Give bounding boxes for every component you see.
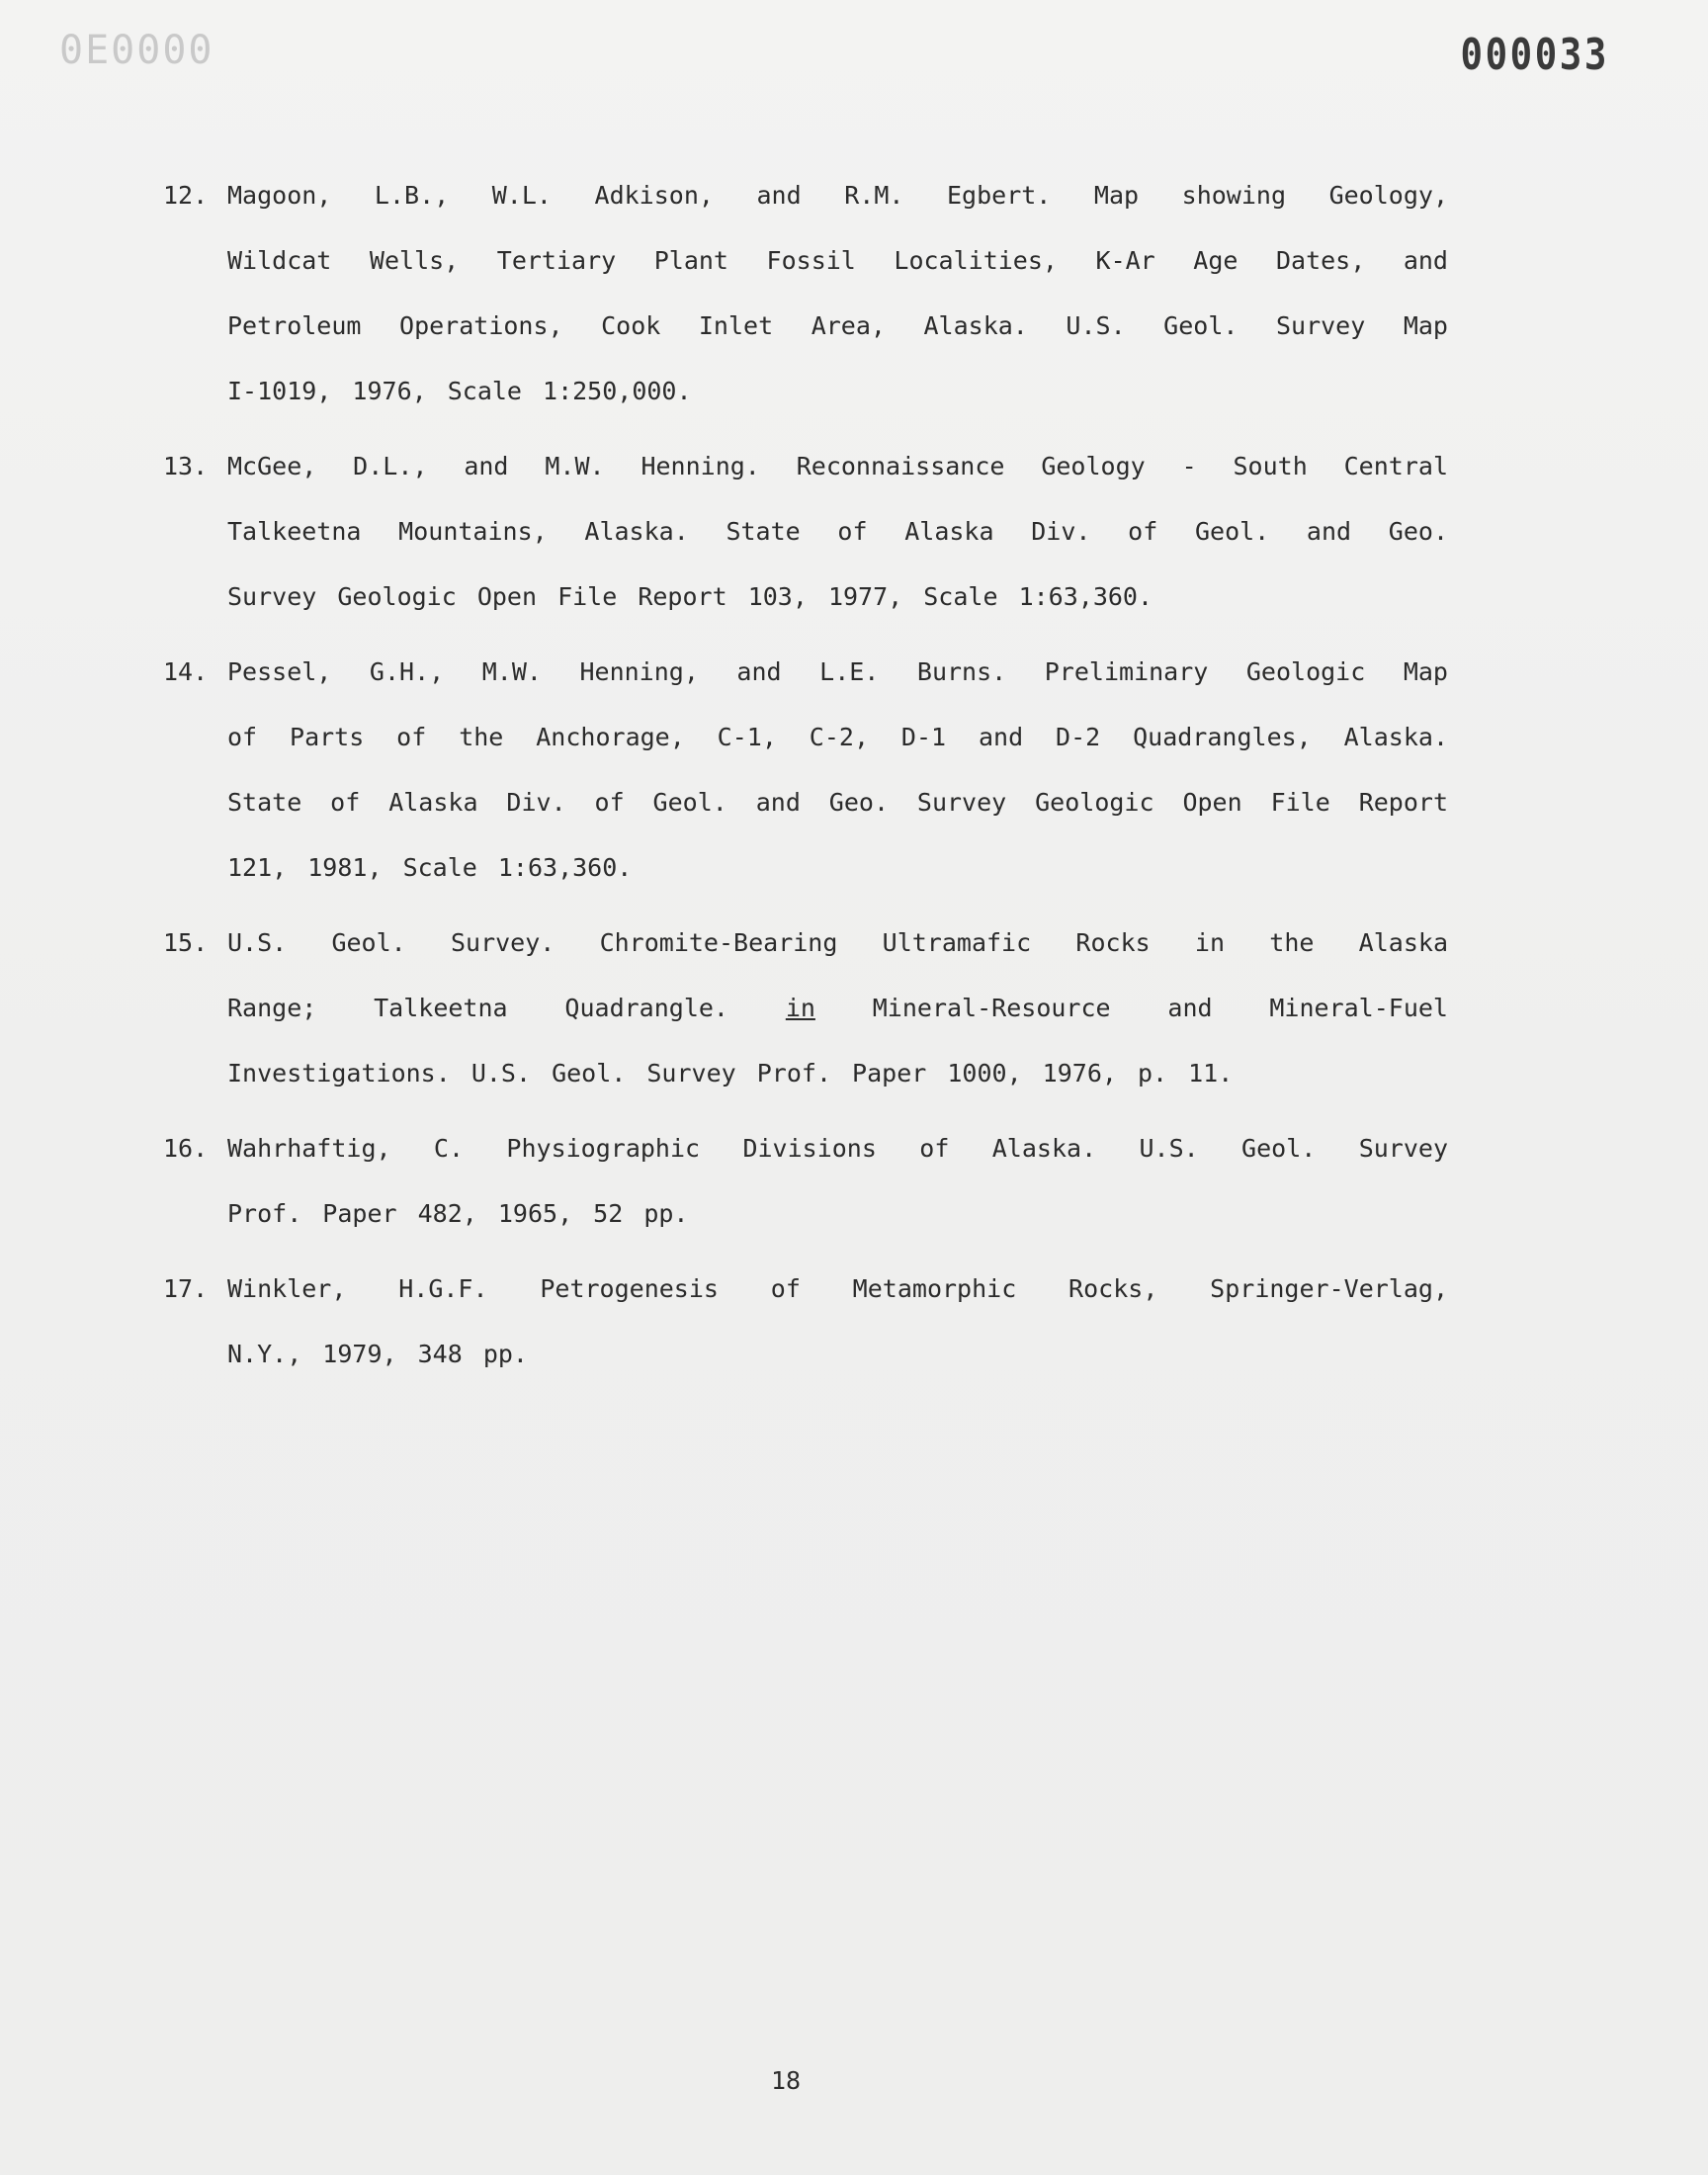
reference-line: Pessel, G.H., M.W. Henning, and L.E. Burns. Preliminary Geologic Map: [227, 657, 1448, 686]
reference-item: [163, 434, 1448, 630]
reference-line: Wildcat Wells, Tertiary Plant Fossil Localities, K-Ar Age Dates, and: [227, 246, 1448, 275]
reference-line: Survey Geologic Open File Report 103, 1977, Scale 1:63,360.: [227, 582, 1153, 611]
reference-text: [227, 1257, 1448, 1387]
reference-line: N.Y., 1979, 348 pp.: [227, 1340, 528, 1368]
reference-line: Prof. Paper 482, 1965, 52 pp.: [227, 1199, 689, 1228]
reference-number: 16.: [163, 1134, 209, 1163]
reference-item: [163, 911, 1448, 1106]
reference-item: [163, 1116, 1448, 1247]
underlined-word: in: [785, 994, 815, 1022]
reference-text: [227, 434, 1448, 630]
reference-number: 14.: [163, 657, 209, 686]
faded-stamp: 0E0000: [59, 28, 214, 73]
document-number-stamp: 000033: [1460, 30, 1609, 80]
reference-item: [163, 640, 1448, 901]
reference-line: State of Alaska Div. of Geol. and Geo. Survey Geologic Open File Report: [227, 788, 1448, 817]
page-number: 18: [770, 2066, 802, 2095]
reference-line: Talkeetna Mountains, Alaska. State of Alaska Div. of Geol. and Geo.: [227, 517, 1448, 546]
reference-text: [227, 640, 1448, 901]
reference-line: Petroleum Operations, Cook Inlet Area, Alaska. U.S. Geol. Survey Map: [227, 311, 1448, 340]
reference-text: [227, 911, 1448, 1106]
reference-line: of Parts of the Anchorage, C-1, C-2, D-1 and D-2 Quadrangles, Alaska.: [227, 723, 1448, 751]
reference-line: Wahrhaftig, C. Physiographic Divisions of Alaska. U.S. Geol. Survey: [227, 1134, 1448, 1163]
reference-line: U.S. Geol. Survey. Chromite-Bearing Ultramafic Rocks in the Alaska: [227, 928, 1448, 957]
reference-item: [163, 1257, 1448, 1387]
reference-text: [227, 1116, 1448, 1247]
reference-line: 121, 1981, Scale 1:63,360.: [227, 853, 633, 882]
reference-number: 15.: [163, 928, 209, 957]
reference-number: 13.: [163, 452, 209, 480]
reference-line: I-1019, 1976, Scale 1:250,000.: [227, 377, 692, 405]
reference-number: 17.: [163, 1274, 209, 1303]
reference-line: Magoon, L.B., W.L. Adkison, and R.M. Egbert. Map showing Geology,: [227, 181, 1448, 210]
reference-line: Investigations. U.S. Geol. Survey Prof. Paper 1000, 1976, p. 11.: [227, 1059, 1234, 1088]
reference-text: [227, 163, 1448, 424]
reference-list: [163, 163, 1448, 1397]
reference-item: [163, 163, 1448, 424]
reference-line-segment: Mineral-Resource and Mineral-Fuel: [872, 994, 1448, 1022]
reference-line: [227, 976, 1448, 1041]
reference-line: Winkler, H.G.F. Petrogenesis of Metamorphic Rocks, Springer-Verlag,: [227, 1274, 1448, 1303]
reference-number: 12.: [163, 181, 209, 210]
reference-line-segment: Range; Talkeetna Quadrangle.: [227, 994, 728, 1022]
reference-line: McGee, D.L., and M.W. Henning. Reconnaissance Geology - South Central: [227, 452, 1448, 480]
